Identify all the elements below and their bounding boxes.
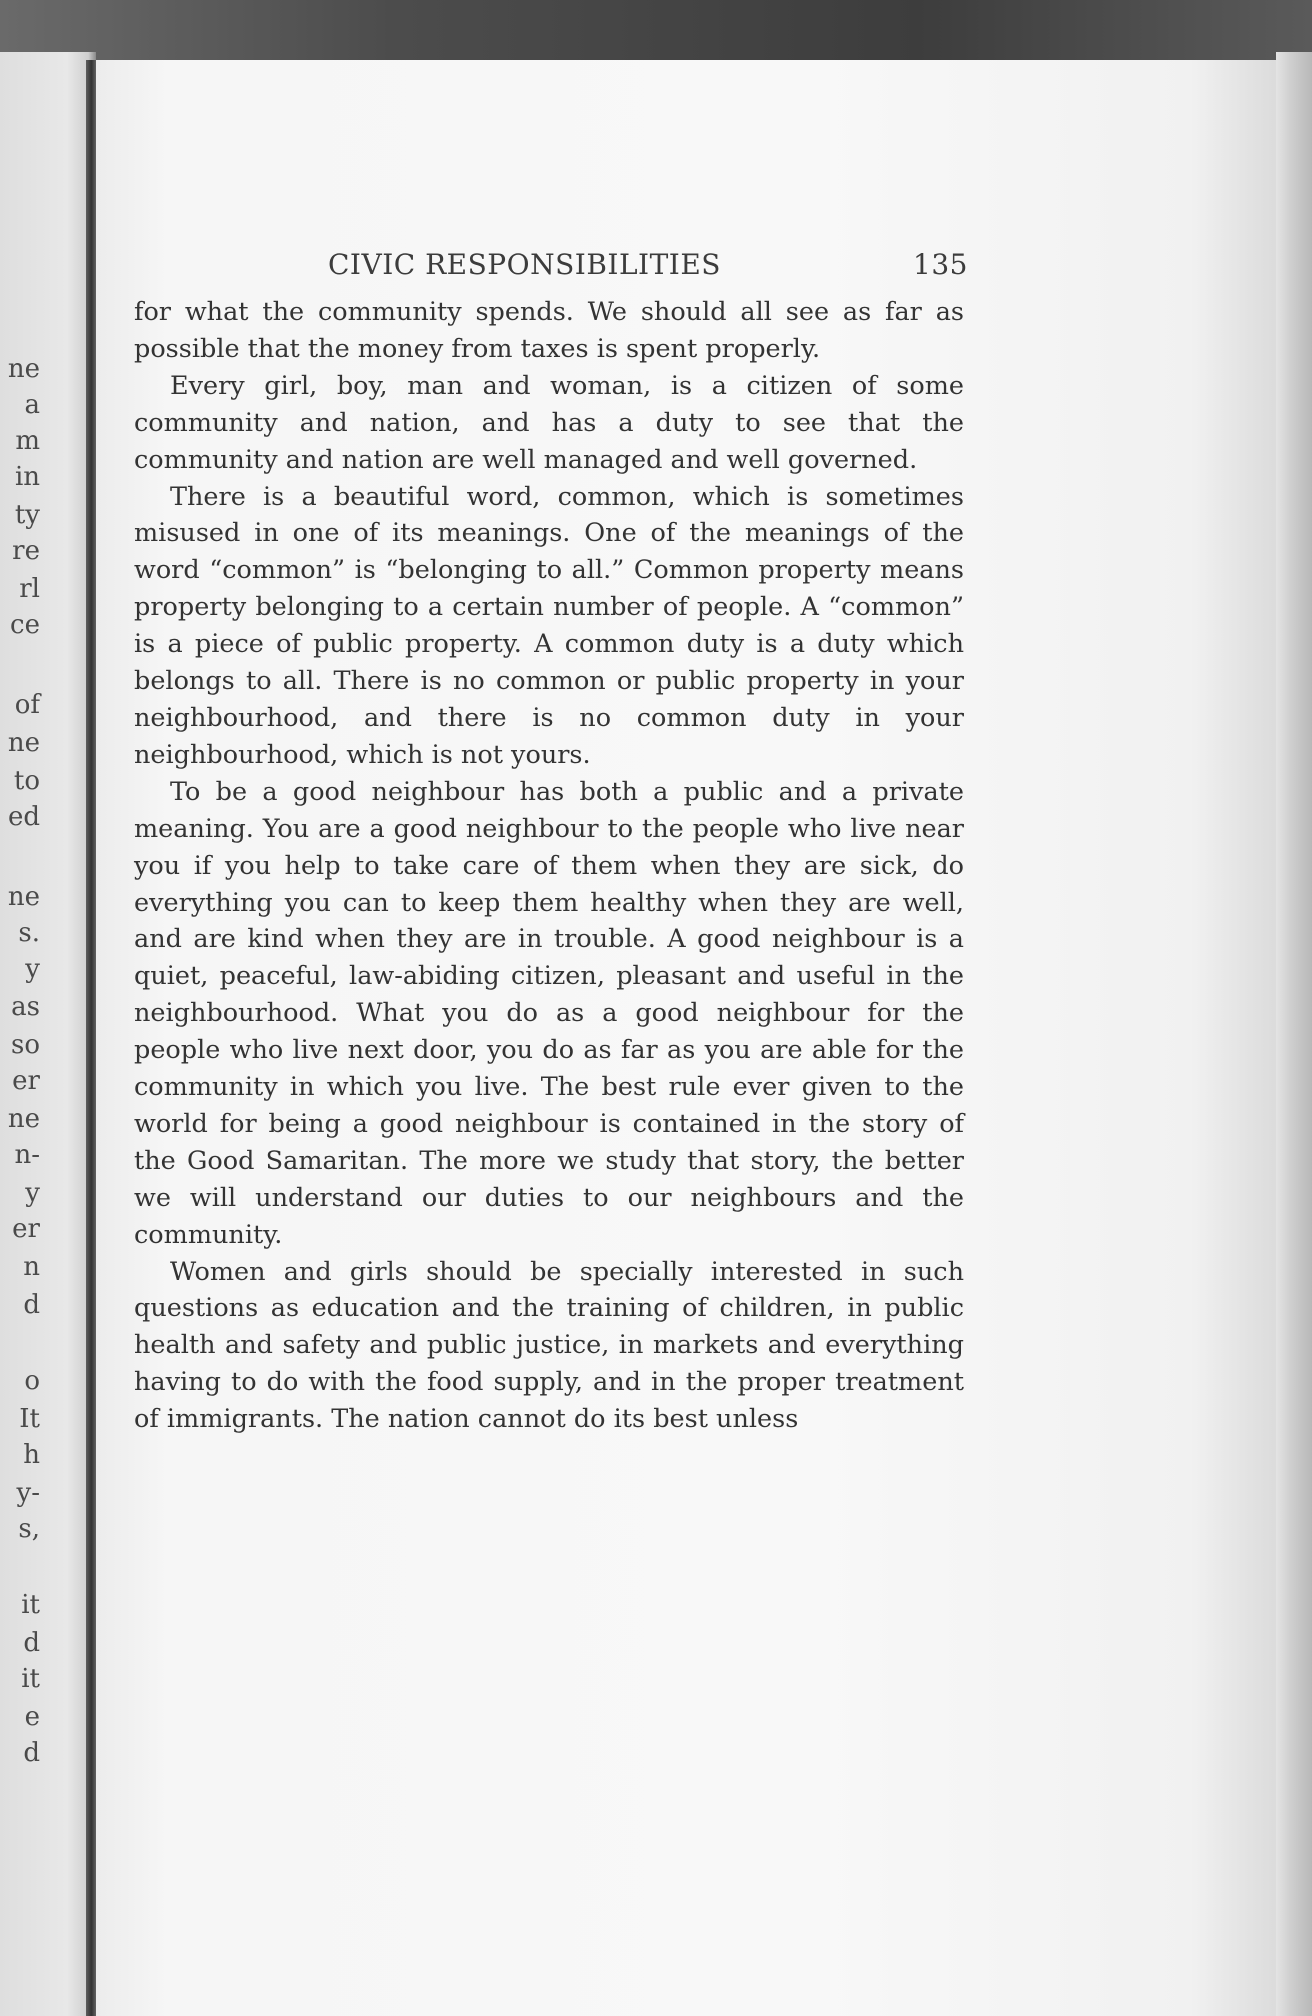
facing-page-fragment: s, (18, 1514, 40, 1544)
facing-page-fragment: h (23, 1440, 40, 1470)
facing-page-fragment: d (23, 1290, 40, 1320)
facing-page-fragment: it (21, 1664, 40, 1694)
page-stack-edge (1276, 52, 1312, 2016)
facing-page-fragment: ne (7, 882, 40, 912)
facing-page-fragment: o (24, 1366, 40, 1396)
paragraph: Women and girls should be specially interested in such questions as education and the training of children, in public health and safety and public justice, in markets and everything having to do with the food supply, and in the proper treatment of immigrants. The nation cannot do its best unless (134, 1256, 964, 1435)
running-head-title: CIVIC RESPONSIBILITIES (328, 248, 721, 281)
facing-page-fragment: y (25, 954, 40, 984)
paragraph: Every girl, boy, man and woman, is a citizen of some community and nation, and has a duty to see that the community and nation are well managed and well governed. (134, 370, 964, 475)
facing-page-fragment: n (23, 1252, 40, 1282)
facing-page-fragment: m (15, 426, 40, 456)
facing-page-fragment: er (12, 1066, 40, 1096)
scanner-top-edge (0, 0, 1312, 62)
facing-page-fragment: ne (7, 354, 40, 384)
facing-page-fragment: it (21, 1590, 40, 1620)
facing-page-fragment: of (14, 690, 40, 720)
page-number: 135 (913, 248, 968, 281)
paragraph: There is a beautiful word, common, which is sometimes misused in one of its meanings. One of the meanings of the word “common” is “belonging to all.” Common property means property belonging to a certain number of people. A “common” is a piece of public property. A common duty is a duty which belongs to all. There is no common or public property in your neighbourhood, and there is no common duty in your neighbourhood, which is not yours. (134, 481, 964, 770)
page-body (134, 294, 964, 1438)
facing-page-fragment: s. (18, 918, 40, 948)
facing-page-fragment: n- (14, 1140, 40, 1170)
facing-page-fragment: ty (14, 500, 40, 530)
facing-page-fragment: rl (19, 574, 40, 604)
facing-page-fragment: y- (16, 1478, 40, 1508)
facing-page-fragment: It (19, 1404, 40, 1434)
running-head (320, 248, 968, 284)
paragraph: To be a good neighbour has both a public and a private meaning. You are a good neighbour to the people who live near you if you help to take care of them when they are sick, do everything you can to keep them healthy when they are well, and are kind when they are in trouble. A good neighbour is a quiet, peaceful, law-abiding citizen, pleasant and useful in the neighbourhood. What you do as a good neighbour for the people who live next door, you do as far as you are able for the community in which you live. The best rule ever given to the world for being a good neighbour is contained in the story of the Good Samaritan. The more we study that story, the better we will understand our duties to our neighbours and the community. (134, 776, 964, 1250)
paragraph: for what the community spends. We should all see as far as possible that the money from taxes is spent properly. (134, 297, 964, 364)
facing-page-fragment: in (14, 462, 40, 492)
facing-page-fragment: a (24, 390, 40, 420)
facing-page-fragment: as (11, 992, 40, 1022)
facing-page-fragment: to (13, 766, 40, 796)
facing-page-fragment: d (23, 1628, 40, 1658)
facing-page-fragment: er (12, 1214, 40, 1244)
facing-page-fragment: so (11, 1030, 40, 1060)
facing-page-fragment: d (23, 1738, 40, 1768)
facing-page-fragment: y (25, 1178, 40, 1208)
facing-page-edge (0, 52, 96, 2016)
facing-page-fragment: ne (7, 728, 40, 758)
facing-page-fragment: ed (7, 802, 40, 832)
facing-page-fragment: ne (7, 1104, 40, 1134)
facing-page-fragment: e (24, 1702, 40, 1732)
facing-page-fragment: ce (10, 610, 40, 640)
facing-page-fragment: re (12, 536, 40, 566)
